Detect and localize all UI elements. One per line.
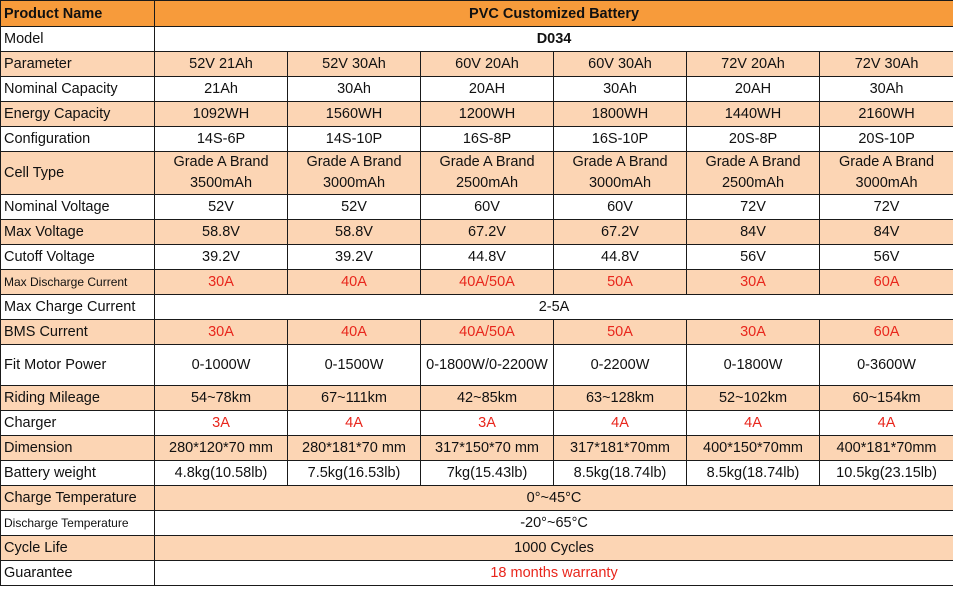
table-cell: 0-1800W/0-2200W — [421, 345, 554, 386]
table-row — [1, 27, 953, 52]
header-label: Product Name — [1, 1, 155, 27]
table-cell: 1560WH — [288, 102, 421, 127]
table-cell: Grade A Brand 3000mAh — [554, 152, 687, 195]
table-cell: 39.2V — [155, 245, 288, 270]
table-row — [1, 195, 953, 220]
row-label: Discharge Temperature — [1, 511, 155, 536]
table-cell: 20S-8P — [687, 127, 820, 152]
table-cell: 54~78km — [155, 386, 288, 411]
table-cell: 60A — [820, 270, 953, 295]
table-cell: Grade A Brand 3500mAh — [155, 152, 288, 195]
table-row — [1, 220, 953, 245]
row-label: Max Discharge Current — [1, 270, 155, 295]
table-cell: 52V — [155, 195, 288, 220]
table-cell: 4A — [820, 411, 953, 436]
table-cell: 4A — [554, 411, 687, 436]
row-label: Cycle Life — [1, 536, 155, 561]
table-row — [1, 77, 953, 102]
table-cell: 4A — [687, 411, 820, 436]
table-cell: 30Ah — [554, 77, 687, 102]
table-cell: 0-1800W — [687, 345, 820, 386]
table-cell: 40A/50A — [421, 320, 554, 345]
table-cell: 0-2200W — [554, 345, 687, 386]
table-cell: 317*150*70 mm — [421, 436, 554, 461]
table-row — [1, 245, 953, 270]
table-cell: 3A — [155, 411, 288, 436]
table-cell: 56V — [687, 245, 820, 270]
row-label: Fit Motor Power — [1, 345, 155, 386]
table-cell: 72V — [687, 195, 820, 220]
table-cell: 30Ah — [820, 77, 953, 102]
table-cell: 60~154km — [820, 386, 953, 411]
table-cell: 0°~45°C — [155, 486, 953, 511]
row-label: Charge Temperature — [1, 486, 155, 511]
table-cell: 52V 30Ah — [288, 52, 421, 77]
table-cell: 52~102km — [687, 386, 820, 411]
table-cell: Grade A Brand 3000mAh — [820, 152, 953, 195]
table-cell: 60V — [421, 195, 554, 220]
table-row — [1, 486, 953, 511]
table-cell: 56V — [820, 245, 953, 270]
table-cell: 30Ah — [288, 77, 421, 102]
table-row — [1, 511, 953, 536]
table-cell: 40A — [288, 270, 421, 295]
row-label: Battery weight — [1, 461, 155, 486]
table-cell: 52V 21Ah — [155, 52, 288, 77]
table-cell: Grade A Brand 2500mAh — [687, 152, 820, 195]
row-label: Max Voltage — [1, 220, 155, 245]
table-row — [1, 536, 953, 561]
table-cell: 58.8V — [288, 220, 421, 245]
row-label: Energy Capacity — [1, 102, 155, 127]
row-label: Guarantee — [1, 561, 155, 586]
table-cell: 1200WH — [421, 102, 554, 127]
table-row — [1, 270, 953, 295]
table-row — [1, 52, 953, 77]
table-cell: 60V 20Ah — [421, 52, 554, 77]
table-row — [1, 295, 953, 320]
product-name-value: PVC Customized Battery — [155, 1, 953, 27]
table-cell: 1800WH — [554, 102, 687, 127]
table-cell: 317*181*70mm — [554, 436, 687, 461]
warranty-value: 18 months warranty — [155, 561, 953, 586]
table-row — [1, 561, 953, 586]
table-cell: 67~111km — [288, 386, 421, 411]
row-label: Cutoff Voltage — [1, 245, 155, 270]
table-cell: 3A — [421, 411, 554, 436]
table-cell: 8.5kg(18.74lb) — [687, 461, 820, 486]
row-label: BMS Current — [1, 320, 155, 345]
table-cell: 52V — [288, 195, 421, 220]
table-cell: Grade A Brand 3000mAh — [288, 152, 421, 195]
table-cell: 4A — [288, 411, 421, 436]
table-cell: 50A — [554, 320, 687, 345]
table-cell: 400*150*70mm — [687, 436, 820, 461]
table-row — [1, 345, 953, 386]
row-label: Cell Type — [1, 152, 155, 195]
table-cell: 60V 30Ah — [554, 52, 687, 77]
table-row — [1, 152, 953, 195]
table-row — [1, 320, 953, 345]
table-cell: 1092WH — [155, 102, 288, 127]
table-cell: 280*181*70 mm — [288, 436, 421, 461]
table-cell: 84V — [687, 220, 820, 245]
table-cell: 20AH — [421, 77, 554, 102]
table-cell: 21Ah — [155, 77, 288, 102]
table-cell: 40A/50A — [421, 270, 554, 295]
table-cell: -20°~65°C — [155, 511, 953, 536]
table-cell: 1000 Cycles — [155, 536, 953, 561]
table-cell: 44.8V — [554, 245, 687, 270]
table-cell: 16S-10P — [554, 127, 687, 152]
table-cell: 50A — [554, 270, 687, 295]
table-cell: 10.5kg(23.15lb) — [820, 461, 953, 486]
table-cell: 63~128km — [554, 386, 687, 411]
table-cell: 44.8V — [421, 245, 554, 270]
row-label: Charger — [1, 411, 155, 436]
table-cell: 67.2V — [421, 220, 554, 245]
table-cell: 72V 20Ah — [687, 52, 820, 77]
table-cell: 4.8kg(10.58lb) — [155, 461, 288, 486]
table-cell: 60A — [820, 320, 953, 345]
table-cell: Grade A Brand 2500mAh — [421, 152, 554, 195]
table-row — [1, 102, 953, 127]
table-cell: 14S-10P — [288, 127, 421, 152]
table-cell: 30A — [687, 270, 820, 295]
row-label: Dimension — [1, 436, 155, 461]
table-row — [1, 436, 953, 461]
table-cell: 0-1000W — [155, 345, 288, 386]
table-cell: 72V — [820, 195, 953, 220]
table-cell: 58.8V — [155, 220, 288, 245]
row-label: Configuration — [1, 127, 155, 152]
table-cell: 39.2V — [288, 245, 421, 270]
table-cell: 2160WH — [820, 102, 953, 127]
table-cell: 40A — [288, 320, 421, 345]
table-cell: 7kg(15.43lb) — [421, 461, 554, 486]
table-cell: 8.5kg(18.74lb) — [554, 461, 687, 486]
row-label: Nominal Capacity — [1, 77, 155, 102]
table-cell: 7.5kg(16.53lb) — [288, 461, 421, 486]
table-cell: 0-1500W — [288, 345, 421, 386]
header-row — [1, 1, 953, 27]
table-row — [1, 411, 953, 436]
row-label: Riding Mileage — [1, 386, 155, 411]
table-cell: 400*181*70mm — [820, 436, 953, 461]
table-cell: 60V — [554, 195, 687, 220]
table-cell: 20AH — [687, 77, 820, 102]
table-cell: 20S-10P — [820, 127, 953, 152]
table-cell: 2-5A — [155, 295, 953, 320]
model-value: D034 — [155, 27, 953, 52]
table-cell: 30A — [155, 270, 288, 295]
table-cell: 84V — [820, 220, 953, 245]
table-cell: 0-3600W — [820, 345, 953, 386]
table-cell: 280*120*70 mm — [155, 436, 288, 461]
row-label: Nominal Voltage — [1, 195, 155, 220]
table-cell: 16S-8P — [421, 127, 554, 152]
table-cell: 67.2V — [554, 220, 687, 245]
table-cell: 1440WH — [687, 102, 820, 127]
table-cell: 14S-6P — [155, 127, 288, 152]
table-row — [1, 461, 953, 486]
row-label: Model — [1, 27, 155, 52]
row-label: Max Charge Current — [1, 295, 155, 320]
table-cell: 72V 30Ah — [820, 52, 953, 77]
table-cell: 30A — [155, 320, 288, 345]
table-cell: 30A — [687, 320, 820, 345]
table-cell: 42~85km — [421, 386, 554, 411]
row-label: Parameter — [1, 52, 155, 77]
table-row — [1, 127, 953, 152]
table-row — [1, 386, 953, 411]
